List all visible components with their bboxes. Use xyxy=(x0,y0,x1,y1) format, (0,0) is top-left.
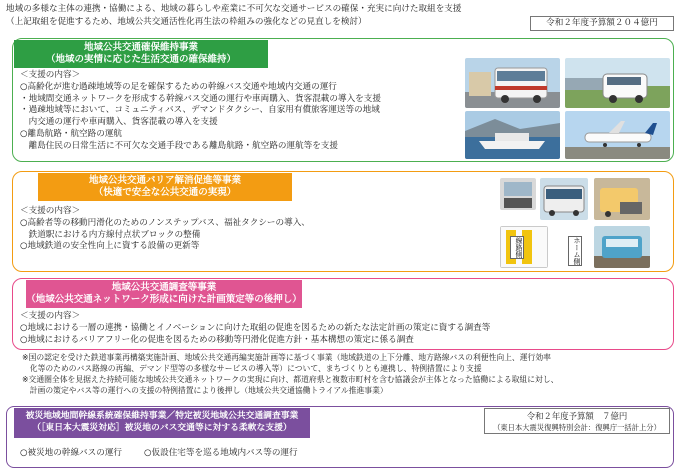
section-2-title: 地域公共交通バリア解消促進等事業 xyxy=(88,175,241,186)
block-label-line-side: 線路側 xyxy=(510,236,524,259)
notes xyxy=(22,352,674,396)
section-4-line: ○仮設住宅等を巡る地域内バス等の運行 xyxy=(144,448,298,458)
section-2-header xyxy=(38,173,292,201)
note-line: ※国の認定を受けた鉄道事業再構築実施計画、地域公共交通再編実施計画等に基づく事業（地域鉄道の上下分離、地方路線バスの利便性向上、運行効率 xyxy=(22,353,551,362)
ferry-photo xyxy=(465,111,560,159)
section-3-support-label: ＜支援の内容＞ xyxy=(20,311,81,321)
bus-photo xyxy=(465,58,560,108)
section-1-line: 離島住民の日常生活に不可欠な交通手段である離島航路・航空路の運航等を支援 xyxy=(20,140,338,151)
section-3-line: ○地域における一層の連携・協働とイノベーションに向けた取組の促進を図るための新たな法定計画の策定に資する調査等 xyxy=(20,322,491,333)
section-4-header xyxy=(14,408,310,438)
intro-text xyxy=(6,3,506,29)
section-1-title: 地域公共交通確保維持事業 xyxy=(83,42,198,53)
section-2-support-label: ＜支援の内容＞ xyxy=(20,206,81,216)
section-1-content xyxy=(20,70,460,153)
airplane-photo xyxy=(565,111,670,159)
section-2-content xyxy=(20,206,480,253)
nonstep-bus-interior-photo xyxy=(500,178,536,210)
budget-reconstruction-note: （東日本大震災復興特別会計：復興庁一括計上分） xyxy=(493,423,661,432)
minivan-photo xyxy=(565,58,670,108)
budget-reconstruction-box xyxy=(484,408,670,434)
tactile-block-diagram xyxy=(500,226,548,268)
section-1-line: ○高齢化が進む過疎地域等の足を確保するための幹線バス交通や地域内交通の運行 xyxy=(20,81,337,92)
note-line: 計画の策定やバス等の運行への支援の特例措置により後押し（地域公共交通協働トライアル推進事業） xyxy=(22,386,388,395)
note-line: 化等のためのバス路線の再編、デマンド型等の多様なサービスの導入等）について、まちづくりとも連携し、特例措置により支援 xyxy=(22,364,482,373)
section-4-subtitle: （［東日本大震災対応］被災地のバス交通等に対する柔軟な支援） xyxy=(32,423,292,433)
section-1-subtitle: （地域の実情に応じた生活交通の確保維持） xyxy=(45,54,236,65)
section-1-line: 内交通の運行や車両購入、貨客混載の導入を支援 xyxy=(20,117,218,128)
section-3-header xyxy=(26,280,302,308)
section-2-subtitle: （快適で安全な公共交通の実現） xyxy=(93,187,237,198)
section-1-line: ・地域間交通ネットワークを形成する幹線バス交通の運行や車両購入、貨客混載の導入を支援 xyxy=(20,93,381,104)
intro-line-2: （上記取組を促進するため、地域公共交通活性化再生法の枠組みの強化などの見直しを検討） xyxy=(6,17,367,27)
budget-total-box: 令和２年度予算額２０４億円 xyxy=(530,16,674,31)
note-line: ※交通圏全体を見据えた持続可能な地域公共交通ネットワークの実現に向け、都道府県と複数市町村を含む協議会が主体となった協働による取組に対し、 xyxy=(22,375,559,384)
section-1-support-label: ＜支援の内容＞ xyxy=(20,70,81,80)
section-3-subtitle: （地域公共交通ネットワーク形成に向けた計画策定等の後押し） xyxy=(26,294,302,305)
welfare-taxi-photo xyxy=(594,178,650,220)
section-2-line: 鉄道駅における内方線付点状ブロックの整備 xyxy=(20,229,201,240)
block-label-home-side: ホーム側 xyxy=(568,236,582,266)
section-1-line: ○離島航路・航空路の運航 xyxy=(20,128,123,139)
section-4-line: ○被災地の幹線バスの運行 xyxy=(20,448,123,458)
intro-line-1: 地域の多様な主体の連携・協働による、地域の暮らしや産業に不可欠な交通サービスの確保・充実に向けた取組を支援 xyxy=(6,4,462,14)
budget-reconstruction-amount: 令和２年度予算額 ７億円 xyxy=(526,411,628,421)
section-4-title: 被災地域地間幹線系統確保維持事業／特定被災地域公共交通調査事業 xyxy=(25,411,299,421)
section-2-line: ○地域鉄道の安全性向上に資する設備の更新等 xyxy=(20,241,200,252)
nonstep-bus-photo xyxy=(540,178,588,220)
section-4-content xyxy=(20,448,480,460)
section-1-line: ・過疎地域等において、コミュニティバス、デマンドタクシー、自家用有償旅客運送等の地域 xyxy=(20,105,380,116)
section-3-line: ○地域におけるバリアフリー化の促進を図るための移動等円滑化促進方針・基本構想の策定に係る調査 xyxy=(20,334,414,345)
section-1-header xyxy=(14,40,268,68)
section-2-line: ○高齢者等の移動円滑化のためのノンステップバス、福祉タクシーの導入、 xyxy=(20,217,310,228)
local-railway-photo xyxy=(594,226,650,268)
section-3-title: 地域公共交通調査等事業 xyxy=(111,282,217,293)
section-3-content xyxy=(20,311,670,346)
